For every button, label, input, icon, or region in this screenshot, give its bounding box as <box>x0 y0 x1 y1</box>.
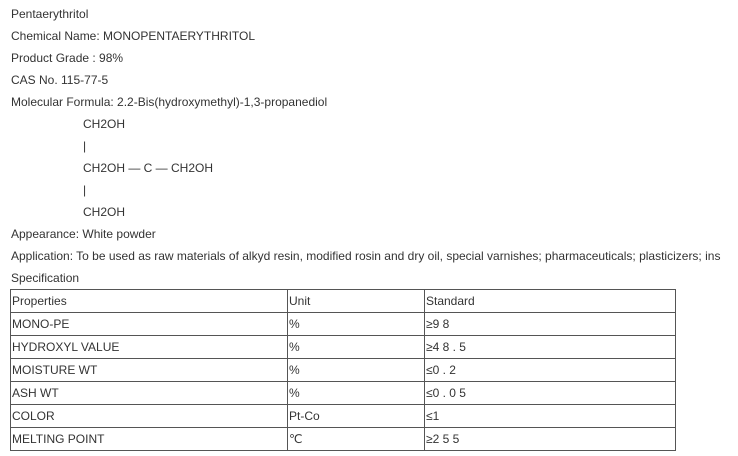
table-row <box>11 405 676 428</box>
cas-number: CAS No. 115-77-5 <box>11 73 109 87</box>
header-properties: Properties <box>11 290 288 313</box>
cell-property: MONO-PE <box>11 313 288 336</box>
table-row <box>11 428 676 451</box>
cell-standard: ≥9 8 <box>425 313 676 336</box>
table-header-row <box>11 290 676 313</box>
cell-standard: ≤0 . 2 <box>425 359 676 382</box>
cell-unit: % <box>288 359 425 382</box>
structure-middle-chain: CH2OH — C — CH2OH <box>83 161 214 175</box>
application: Application: To be used as raw materials of alkyd resin, modified rosin and dry oil, special varnishes; pharmaceuticals; plasticizers; ins <box>11 249 721 263</box>
cell-standard: ≤1 <box>425 405 676 428</box>
table-row <box>11 359 676 382</box>
table-row <box>11 313 676 336</box>
cell-unit: Pt-Co <box>288 405 425 428</box>
cell-property: HYDROXYL VALUE <box>11 336 288 359</box>
cell-property: COLOR <box>11 405 288 428</box>
cell-unit: % <box>288 313 425 336</box>
header-standard: Standard <box>425 290 676 313</box>
structure-bottom-group: CH2OH <box>83 205 126 219</box>
cell-standard: ≥4 8 . 5 <box>425 336 676 359</box>
page-title: Pentaerythritol <box>11 7 89 21</box>
appearance: Appearance: White powder <box>11 227 156 241</box>
structure-top-group: CH2OH <box>83 117 126 131</box>
cell-unit: % <box>288 382 425 405</box>
cell-standard: ≤0 . 0 5 <box>425 382 676 405</box>
header-unit: Unit <box>288 290 425 313</box>
table-row <box>11 382 676 405</box>
cell-unit: % <box>288 336 425 359</box>
cell-property: MOISTURE WT <box>11 359 288 382</box>
structure-bond-top: | <box>83 139 87 153</box>
cell-unit: ℃ <box>288 428 425 451</box>
table-row <box>11 336 676 359</box>
structure-bond-bottom: | <box>83 183 87 197</box>
chemical-name: Chemical Name: MONOPENTAERYTHRITOL <box>11 29 256 43</box>
molecular-formula: Molecular Formula: 2.2-Bis(hydroxymethyl)-1,3-propanediol <box>11 95 328 109</box>
cell-standard: ≥2 5 5 <box>425 428 676 451</box>
specification-table <box>10 289 676 451</box>
product-grade: Product Grade : 98% <box>11 51 124 65</box>
cell-property: MELTING POINT <box>11 428 288 451</box>
cell-property: ASH WT <box>11 382 288 405</box>
specification-heading: Specification <box>11 271 80 285</box>
